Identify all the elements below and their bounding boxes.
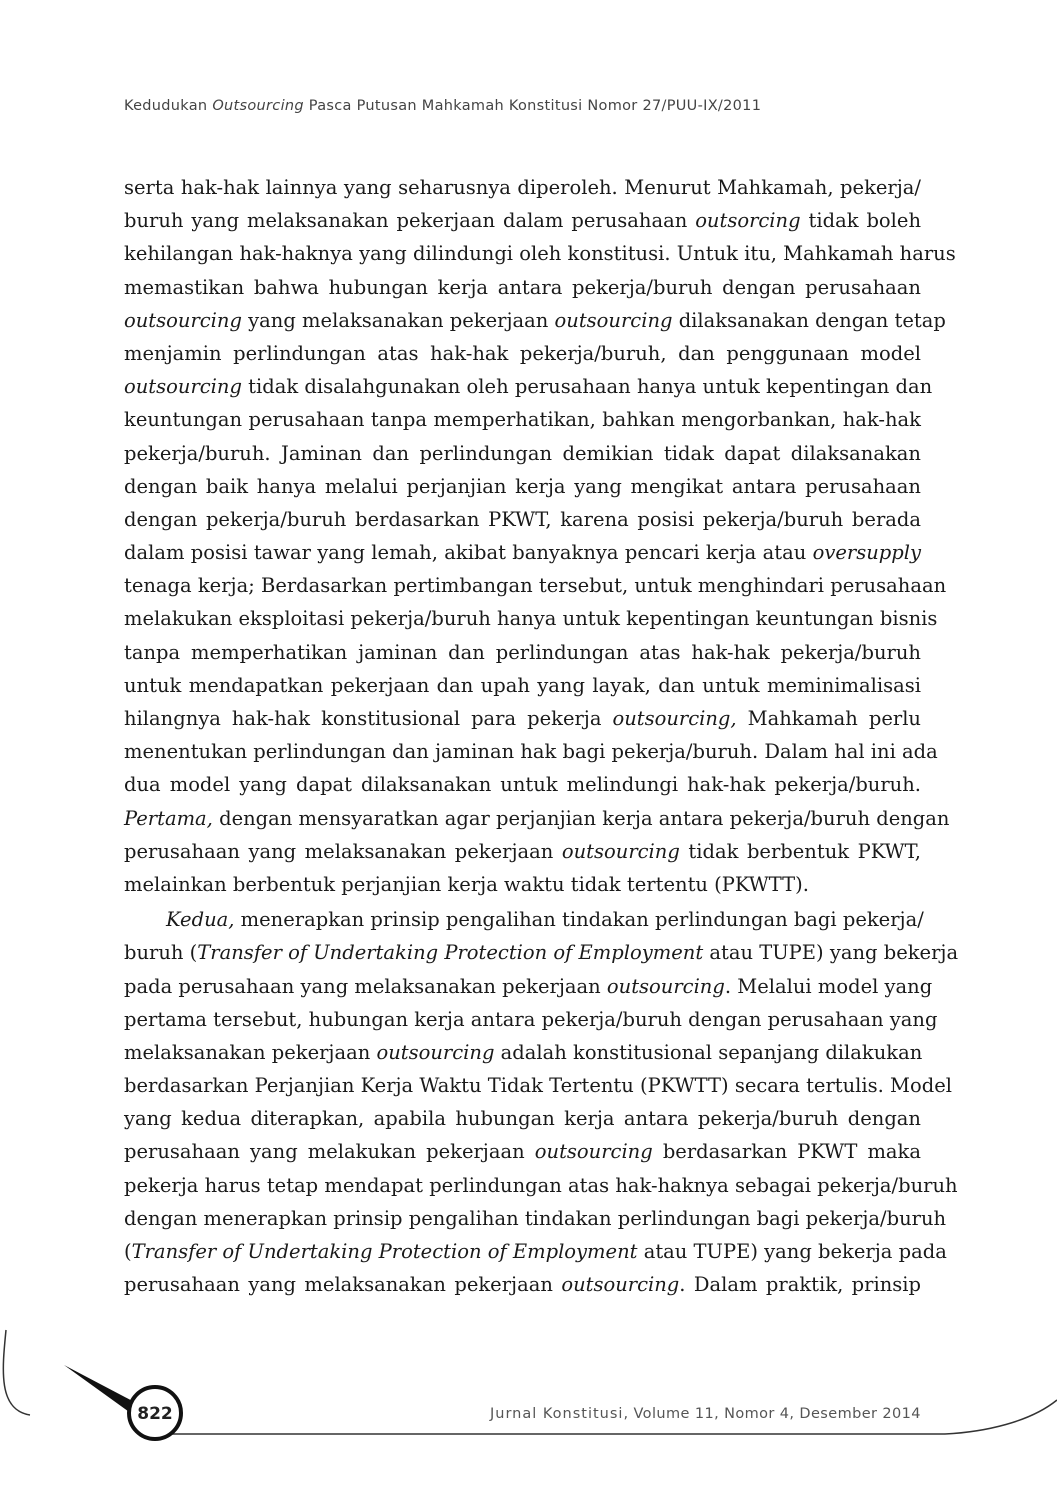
text-span: dilaksanakan dengan tetap	[672, 308, 946, 332]
text-line	[124, 470, 921, 503]
text-span: . Melalui model yang	[724, 974, 933, 998]
text-span: dua model yang dapat dilaksanakan untuk melindungi hak-hak pekerja/buruh.	[124, 773, 921, 797]
text-span: berdasarkan PKWT maka	[652, 1140, 921, 1164]
text-span: tidak disalahgunakan oleh perusahaan hanya untuk kepentingan dan	[241, 375, 933, 399]
text-span: (	[124, 1240, 132, 1263]
text-line	[124, 1202, 947, 1235]
text-span: tidak berbentuk PKWT,	[679, 839, 921, 863]
text-span: menjamin perlindungan atas hak-hak pekerja/buruh, dan penggunaan model	[124, 341, 921, 365]
paragraph	[124, 171, 956, 901]
text-line	[124, 337, 921, 370]
footer-curve-left	[3, 1330, 30, 1415]
text-span: untuk mendapatkan pekerjaan dan upah yang layak, dan untuk meminimalisasi	[124, 673, 921, 697]
italic-term: outsourcing	[606, 974, 725, 998]
text-span: berdasarkan Perjanjian Kerja Waktu Tidak Tertentu (PKWTT) secara tertulis. Model	[124, 1074, 953, 1098]
text-line	[124, 204, 921, 237]
text-line	[124, 868, 921, 901]
text-span: perusahaan yang melaksanakan pekerjaan	[124, 839, 562, 863]
running-header-text: Kedudukan	[124, 98, 213, 114]
italic-term: outsourcing	[561, 839, 680, 863]
text-line	[124, 1268, 921, 1301]
text-span: dalam posisi tawar yang lemah, akibat banyaknya pencari kerja atau	[124, 541, 813, 565]
text-span: pekerja/buruh. Jaminan dan perlindungan demikian tidak dapat dilaksanakan	[124, 441, 921, 465]
journal-name: Jurnal Konstitusi	[490, 1406, 624, 1422]
text-span: atau TUPE) yang bekerja	[703, 941, 959, 965]
italic-term: outsourcing	[124, 375, 242, 399]
italic-term: Transfer of Undertaking Protection of Employment	[197, 941, 704, 965]
italic-term: Transfer of Undertaking Protection of Employment	[131, 1240, 638, 1263]
italic-term: Kedua,	[166, 908, 235, 932]
running-header-italic: Outsourcing	[212, 98, 304, 114]
text-span: dengan baik hanya melalui perjanjian kerja yang mengikat antara perusahaan	[124, 474, 921, 498]
text-span: tenaga kerja; Berdasarkan pertimbangan tersebut, untuk menghindari perusahaan	[124, 574, 947, 598]
text-line	[124, 171, 921, 204]
text-span: perusahaan yang melaksanakan pekerjaan	[124, 1273, 562, 1297]
text-line	[124, 536, 921, 569]
text-line	[124, 702, 921, 735]
text-span: melainkan berbentuk perjanjian kerja waktu tidak tertentu (PKWTT).	[124, 872, 809, 896]
italic-term: outsourcing,	[612, 707, 737, 730]
text-line	[124, 636, 921, 669]
italic-term: outsorcing	[695, 209, 801, 233]
text-span: adalah konstitusional sepanjang dilakukan	[494, 1040, 923, 1064]
text-line	[124, 903, 924, 936]
text-line	[124, 437, 921, 470]
italic-term: outsourcing	[554, 308, 673, 332]
text-span: melaksanakan pekerjaan	[124, 1040, 377, 1064]
text-span: yang melaksanakan pekerjaan	[241, 308, 555, 332]
text-line	[124, 1069, 953, 1102]
text-span: serta hak-hak lainnya yang seharusnya diperoleh. Menurut Mahkamah, pekerja/	[124, 176, 921, 199]
text-line	[124, 237, 956, 270]
text-span: tidak boleh	[800, 209, 922, 233]
italic-term: oversupply	[812, 541, 921, 565]
text-span: kehilangan hak-haknya yang dilindungi oleh konstitusi. Untuk itu, Mahkamah harus	[124, 242, 956, 266]
text-span: dengan mensyaratkan agar perjanjian kerja antara pekerja/buruh dengan	[212, 806, 950, 830]
italic-term: outsourcing	[534, 1140, 653, 1164]
text-line	[124, 970, 933, 1003]
text-line	[124, 1036, 921, 1069]
text-span: pada perusahaan yang melaksanakan pekerjaan	[124, 974, 607, 998]
text-line	[124, 271, 921, 304]
text-span: keuntungan perusahaan tanpa memperhatikan, bahkan mengorbankan, hak-hak	[124, 408, 921, 432]
paragraph	[124, 903, 959, 1301]
text-span: Mahkamah perlu	[736, 707, 921, 730]
footer-curve-right	[945, 1400, 1057, 1434]
text-span: menerapkan prinsip pengalihan tindakan perlindungan bagi pekerja/	[234, 908, 924, 932]
text-line	[124, 403, 921, 436]
text-span: buruh (	[124, 941, 198, 965]
text-span: melakukan eksploitasi pekerja/buruh hanya untuk kepentingan keuntungan bisnis	[124, 607, 938, 631]
text-span: perusahaan yang melakukan pekerjaan	[124, 1140, 535, 1164]
text-span: menentukan perlindungan dan jaminan hak bagi pekerja/buruh. Dalam hal ini ada	[124, 740, 938, 764]
running-header-text: Pasca Putusan Mahkamah Konstitusi Nomor 27/PUU-IX/2011	[303, 98, 762, 114]
text-line	[124, 370, 933, 403]
text-line	[124, 735, 938, 768]
page-number: 822	[137, 1404, 173, 1424]
text-span: pertama tersebut, hubungan kerja antara pekerja/buruh dengan perusahaan yang	[124, 1007, 938, 1031]
text-line	[124, 802, 950, 835]
italic-term: outsourcing	[561, 1273, 680, 1297]
text-span: hilangnya hak-hak konstitusional para pekerja	[124, 707, 613, 730]
text-line	[124, 1003, 938, 1036]
article-body	[124, 171, 959, 1301]
text-line	[124, 503, 921, 536]
footer-citation	[490, 1406, 920, 1422]
text-span: atau TUPE) yang bekerja pada	[637, 1240, 947, 1263]
text-span: tanpa memperhatikan jaminan dan perlindungan atas hak-hak pekerja/buruh	[124, 640, 921, 664]
text-span: buruh yang melaksanakan pekerjaan dalam perusahaan	[124, 209, 696, 233]
text-span: dengan menerapkan prinsip pengalihan tindakan perlindungan bagi pekerja/buruh	[124, 1206, 947, 1230]
text-line	[124, 669, 921, 702]
text-span: memastikan bahwa hubungan kerja antara pekerja/buruh dengan perusahaan	[124, 275, 921, 299]
running-header	[124, 98, 944, 114]
text-line	[124, 304, 946, 337]
text-line	[124, 1102, 921, 1135]
text-line	[124, 1169, 958, 1202]
text-line	[124, 835, 921, 868]
text-line	[124, 936, 959, 969]
journal-issue: , Volume 11, Nomor 4, Desember 2014	[623, 1406, 921, 1422]
text-span: pekerja harus tetap mendapat perlindungan atas hak-haknya sebagai pekerja/buruh	[124, 1173, 958, 1197]
italic-term: outsourcing	[124, 308, 242, 332]
italic-term: outsourcing	[376, 1040, 495, 1064]
text-line	[124, 602, 938, 635]
italic-term: Pertama,	[124, 806, 213, 830]
text-span: . Dalam praktik, prinsip	[679, 1273, 921, 1297]
text-line	[124, 768, 921, 801]
text-line	[124, 569, 947, 602]
text-span: dengan pekerja/buruh berdasarkan PKWT, karena posisi pekerja/buruh berada	[124, 507, 921, 531]
text-line	[124, 1235, 947, 1268]
text-span: yang kedua diterapkan, apabila hubungan kerja antara pekerja/buruh dengan	[124, 1107, 921, 1131]
text-line	[124, 1135, 921, 1168]
